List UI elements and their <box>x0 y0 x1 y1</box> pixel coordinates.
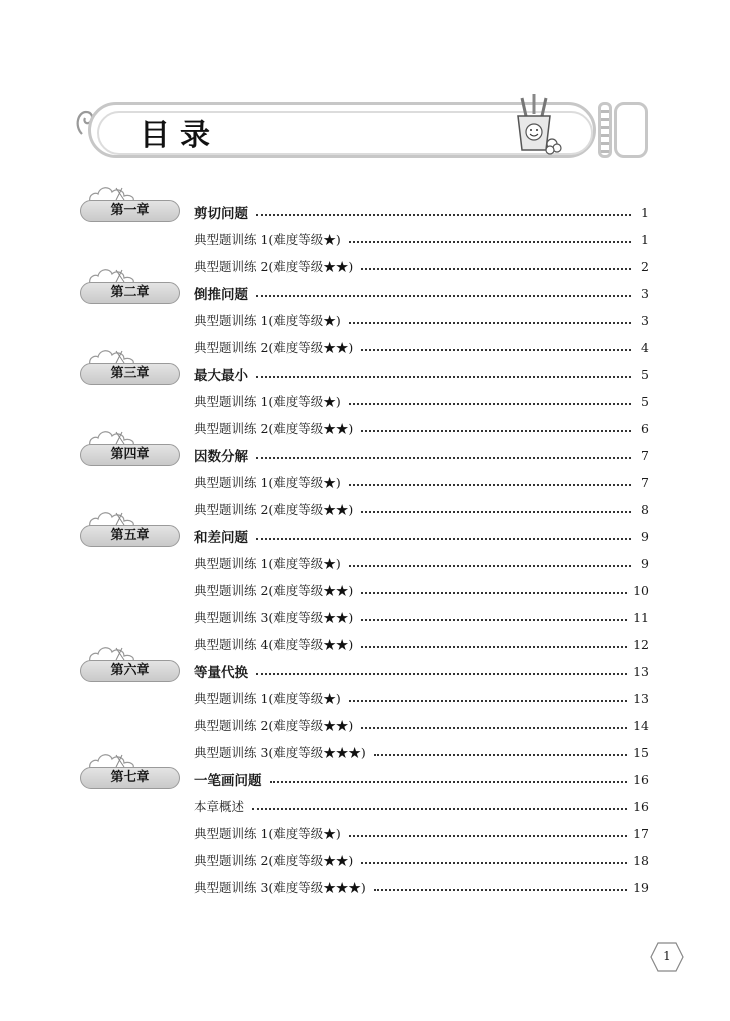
chapter-badge-label: 第二章 <box>80 282 180 304</box>
chapter-badge <box>80 507 180 547</box>
dot-leader <box>270 780 628 783</box>
page-number: 13 <box>633 690 649 706</box>
entry-label: 典型题训练 1(难度等级★) <box>194 691 341 706</box>
toc-chapter-row[interactable] <box>194 661 649 681</box>
dot-leader <box>349 564 631 567</box>
page-number: 9 <box>641 555 649 571</box>
entry-label: 典型题训练 1(难度等级★) <box>194 556 341 571</box>
entry-label: 典型题训练 1(难度等级★) <box>194 394 341 409</box>
entry-label: 典型题训练 2(难度等级★★) <box>194 340 354 355</box>
page-number: 5 <box>641 393 649 409</box>
page-title: 目录 <box>140 118 220 153</box>
page-number: 5 <box>641 366 649 382</box>
dot-leader <box>361 726 627 729</box>
toc-chapter-row[interactable] <box>194 769 649 789</box>
entry-label: 典型题训练 3(难度等级★★) <box>194 610 354 625</box>
entry-label: 典型题训练 1(难度等级★) <box>194 475 341 490</box>
page-number: 6 <box>641 420 649 436</box>
chapter-badge-label: 第一章 <box>80 200 180 222</box>
entry-label: 典型题训练 3(难度等级★★★) <box>194 745 366 760</box>
chapter-badge-label: 第五章 <box>80 525 180 547</box>
dot-leader <box>256 672 627 675</box>
page-number: 1 <box>641 204 649 220</box>
page-number: 11 <box>633 609 649 625</box>
dot-leader <box>349 699 627 702</box>
toc-entry-row[interactable] <box>194 823 649 843</box>
dot-leader <box>256 213 631 216</box>
footer-page-number: 1 <box>663 949 671 963</box>
chapter-title: 因数分解 <box>194 449 248 465</box>
dot-leader <box>349 240 631 243</box>
entry-label: 典型题训练 2(难度等级★★) <box>194 853 354 868</box>
toc-entry-row[interactable] <box>194 607 649 627</box>
chapter-title: 剪切问题 <box>194 206 248 222</box>
toc-entry-row[interactable] <box>194 580 649 600</box>
dot-leader <box>349 834 627 837</box>
chapter-title: 和差问题 <box>194 530 248 546</box>
pencil-cup-icon <box>512 94 562 158</box>
entry-label: 典型题训练 1(难度等级★) <box>194 313 341 328</box>
entry-label: 本章概述 <box>194 799 245 814</box>
chapter-badge-label: 第七章 <box>80 767 180 789</box>
entry-label: 典型题训练 2(难度等级★★) <box>194 421 354 436</box>
page-number: 1 <box>641 231 649 247</box>
dot-leader <box>349 321 631 324</box>
toc-entry-row[interactable] <box>194 391 649 411</box>
chapter-badge <box>80 264 180 304</box>
chapter-badge-label: 第六章 <box>80 660 180 682</box>
toc-entry-row[interactable] <box>194 715 649 735</box>
dot-leader <box>349 483 631 486</box>
page-number: 7 <box>641 474 649 490</box>
page-number: 3 <box>641 312 649 328</box>
dot-leader <box>256 375 631 378</box>
dot-leader <box>374 753 627 756</box>
dot-leader <box>361 267 631 270</box>
toc-entry-row[interactable] <box>194 742 649 762</box>
page-number: 16 <box>633 798 649 814</box>
page-number: 7 <box>641 447 649 463</box>
toc-entry-row[interactable] <box>194 256 649 276</box>
contents-banner <box>88 102 648 158</box>
chapter-badge-label: 第四章 <box>80 444 180 466</box>
chapter-badge <box>80 642 180 682</box>
page-number: 14 <box>633 717 649 733</box>
page-number: 2 <box>641 258 649 274</box>
toc-entry-row[interactable] <box>194 877 649 897</box>
dot-leader <box>361 510 631 513</box>
entry-label: 典型题训练 2(难度等级★★) <box>194 718 354 733</box>
toc-chapter-row[interactable] <box>194 526 649 546</box>
dot-leader <box>361 429 631 432</box>
entry-label: 典型题训练 4(难度等级★★) <box>194 637 354 652</box>
toc-entry-row[interactable] <box>194 310 649 330</box>
chapter-title: 等量代换 <box>194 665 248 681</box>
dot-leader <box>256 294 631 297</box>
page-number: 8 <box>641 501 649 517</box>
dot-leader <box>361 591 627 594</box>
entry-label: 典型题训练 1(难度等级★) <box>194 232 341 247</box>
dot-leader <box>256 456 631 459</box>
toc-entry-row[interactable] <box>194 688 649 708</box>
toc-entry-row[interactable] <box>194 796 649 816</box>
chapter-title: 一笔画问题 <box>194 773 262 789</box>
chapter-title: 最大最小 <box>194 368 248 384</box>
page-number: 16 <box>633 771 649 787</box>
dot-leader <box>374 888 627 891</box>
entry-label: 典型题训练 3(难度等级★★★) <box>194 880 366 895</box>
toc-entry-row[interactable] <box>194 418 649 438</box>
chapter-title: 倒推问题 <box>194 287 248 303</box>
toc-entry-row[interactable] <box>194 634 649 654</box>
page-number: 12 <box>633 636 649 652</box>
page-number: 13 <box>633 663 649 679</box>
entry-label: 典型题训练 2(难度等级★★) <box>194 583 354 598</box>
banner-tab-end <box>614 102 648 158</box>
chapter-badge <box>80 749 180 789</box>
toc-chapter-row[interactable] <box>194 364 649 384</box>
toc-chapter-row[interactable] <box>194 283 649 303</box>
toc-entry-row[interactable] <box>194 337 649 357</box>
dot-leader <box>252 807 627 810</box>
toc-entry-row[interactable] <box>194 472 649 492</box>
page-number: 19 <box>633 879 649 895</box>
page-number: 9 <box>641 528 649 544</box>
page-number: 18 <box>633 852 649 868</box>
toc-entry-row[interactable] <box>194 229 649 249</box>
toc-entry-row[interactable] <box>194 850 649 870</box>
chapter-badge-label: 第三章 <box>80 363 180 385</box>
page-number: 17 <box>633 825 649 841</box>
chapter-badge <box>80 345 180 385</box>
toc-entry-row[interactable] <box>194 499 649 519</box>
page-number: 10 <box>633 582 649 598</box>
chapter-badge <box>80 182 180 222</box>
banner-tab-striped <box>598 102 612 158</box>
dot-leader <box>349 402 631 405</box>
page-number: 3 <box>641 285 649 301</box>
dot-leader <box>256 537 631 540</box>
toc-chapter-row[interactable] <box>194 202 649 222</box>
entry-label: 典型题训练 2(难度等级★★) <box>194 502 354 517</box>
dot-leader <box>361 348 631 351</box>
dot-leader <box>361 861 627 864</box>
page-number: 15 <box>633 744 649 760</box>
dot-leader <box>361 618 627 621</box>
entry-label: 典型题训练 1(难度等级★) <box>194 826 341 841</box>
chapter-badge <box>80 426 180 466</box>
page-number-badge <box>650 942 684 972</box>
dot-leader <box>361 645 627 648</box>
toc-chapter-row[interactable] <box>194 445 649 465</box>
page-number: 4 <box>641 339 649 355</box>
entry-label: 典型题训练 2(难度等级★★) <box>194 259 354 274</box>
toc-entry-row[interactable] <box>194 553 649 573</box>
